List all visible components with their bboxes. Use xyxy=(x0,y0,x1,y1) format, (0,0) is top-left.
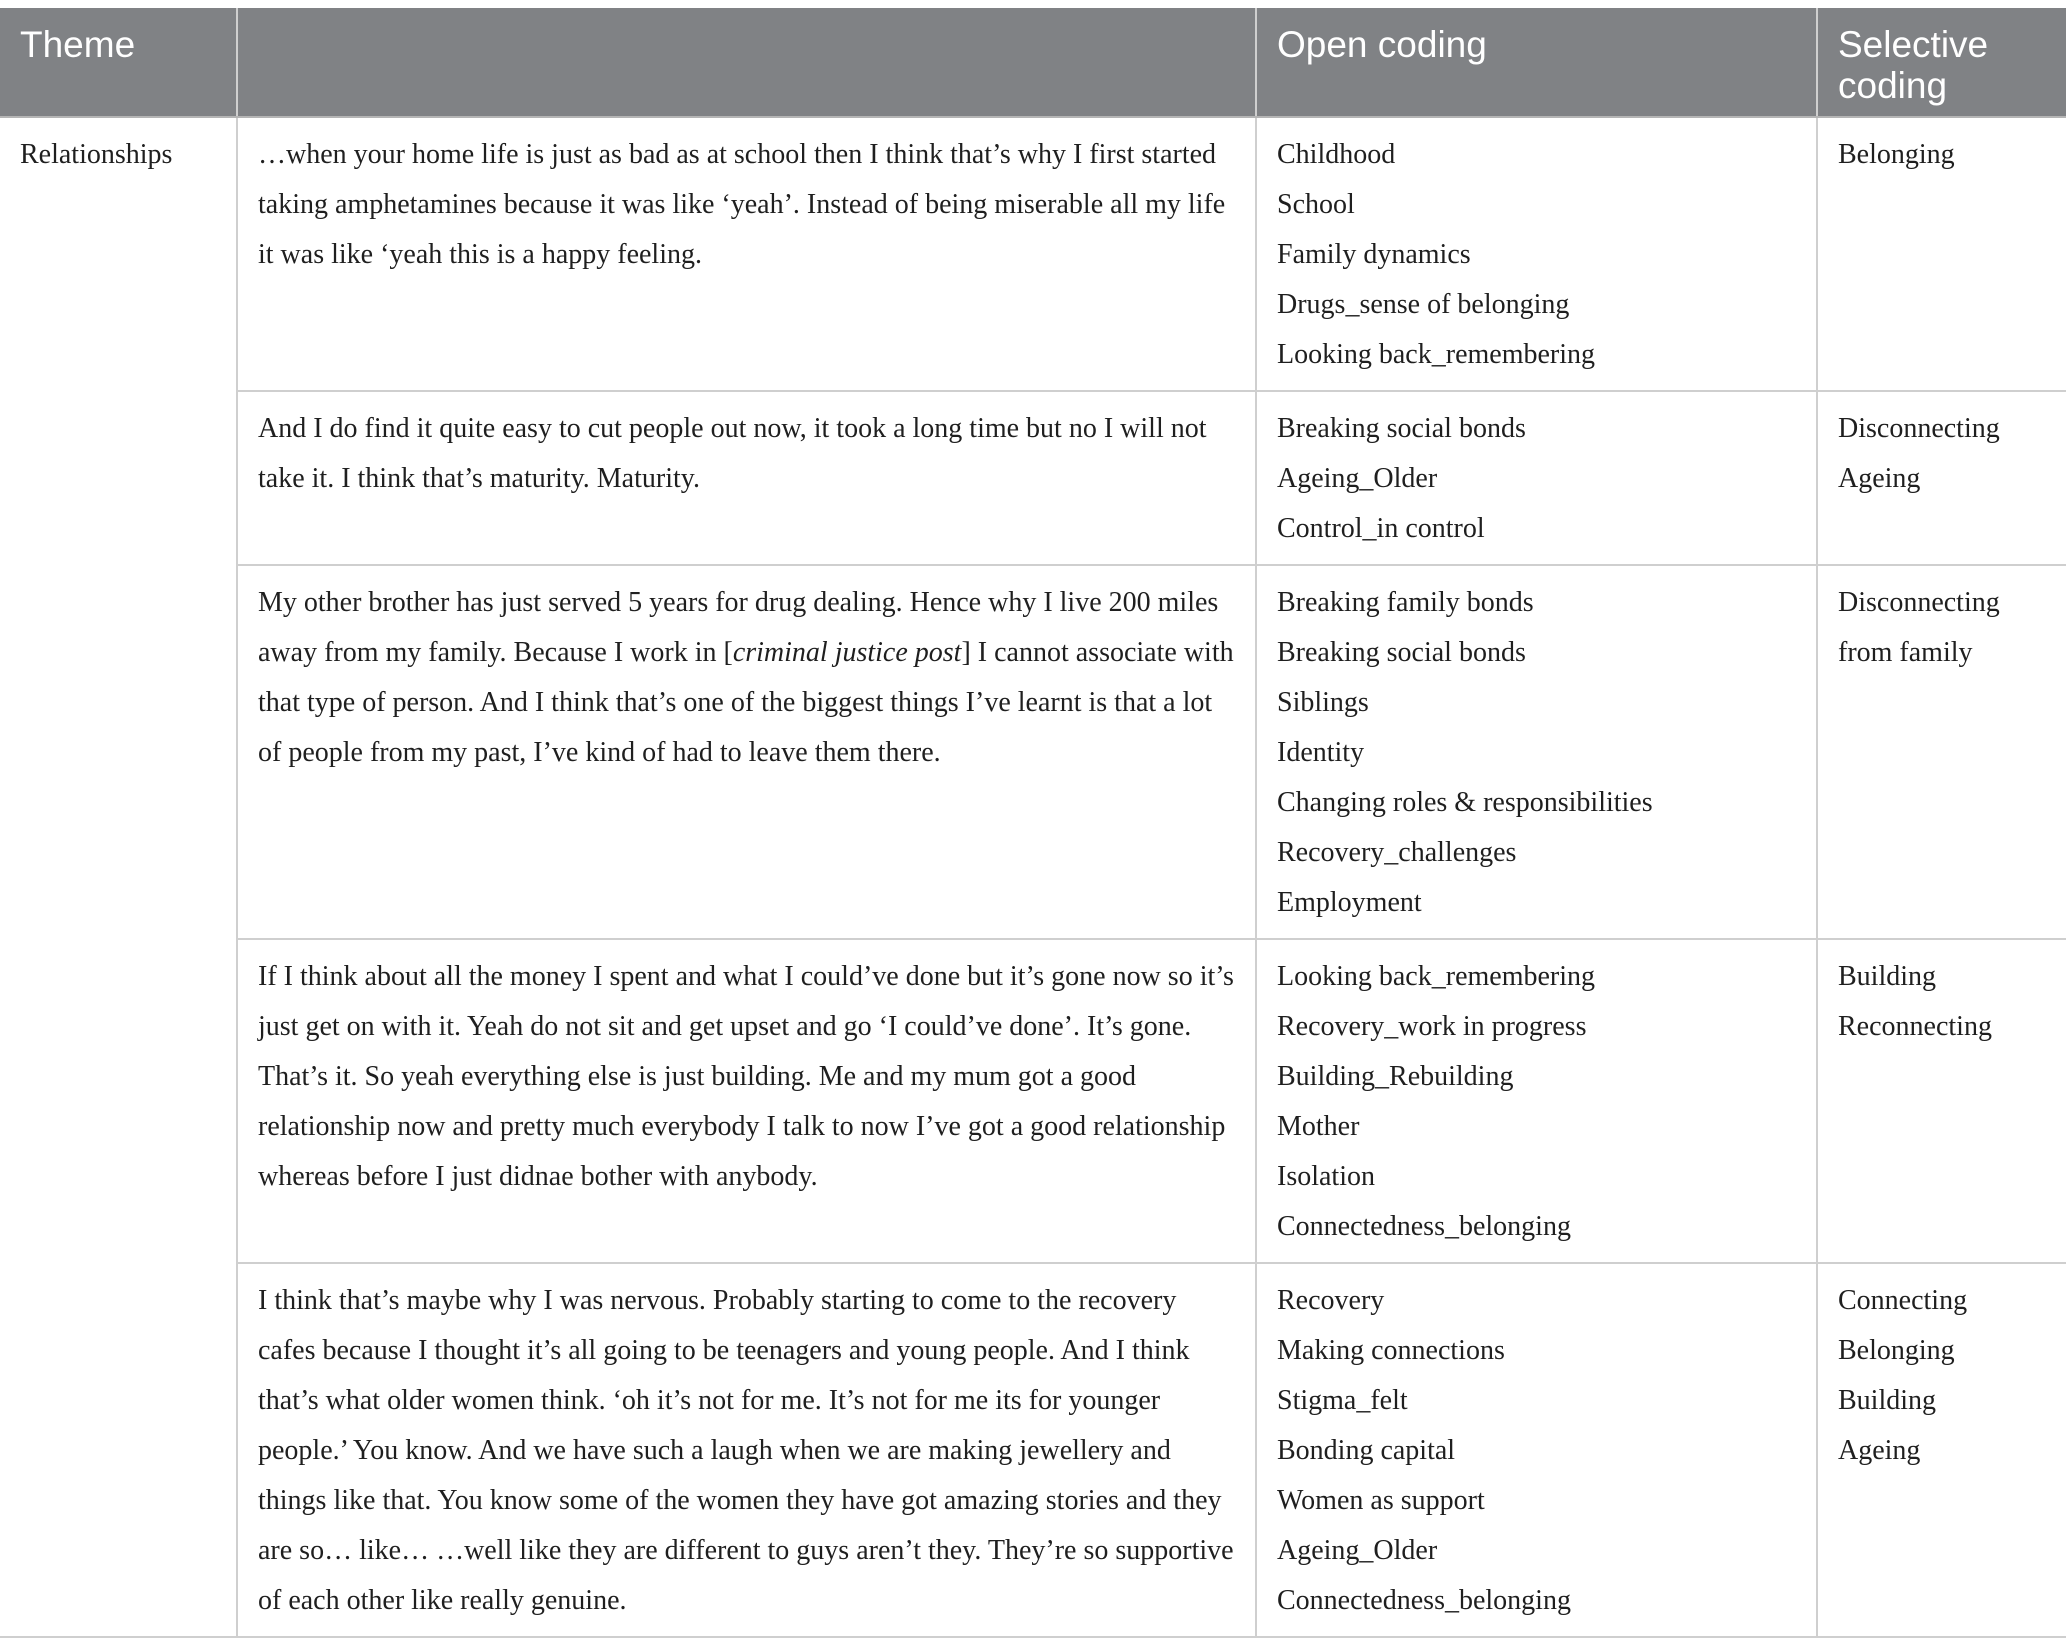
header-quote xyxy=(237,8,1256,117)
open-coding-cell xyxy=(1256,1263,1817,1637)
quote-cell: I think that’s maybe why I was nervous. Probably starting to come to the recovery cafes because I thought it’s all going to be teenagers and young people. And I think that’s what older women think. ‘oh it’s not for me. It’s not for me its for younger people.’ You know. And we have such a laugh when we are making jewellery and things like that. You know some of the women they have got amazing stories and they are so… like… …well like they are different to guys aren’t they. They’re so supportive of each other like really genuine. xyxy=(237,1263,1256,1637)
open-code: Bonding capital xyxy=(1277,1435,1456,1466)
table-header xyxy=(0,8,2066,117)
coding-table xyxy=(0,8,2066,1638)
open-code: Breaking family bonds xyxy=(1277,587,1534,618)
quote-cell: …when your home life is just as bad as at school then I think that’s why I first started taking amphetamines because it was like ‘yeah’. Instead of being miserable all my life it was like ‘yeah this is a happy feeling. xyxy=(237,117,1256,391)
open-code: Looking back_remembering xyxy=(1277,961,1596,992)
quote-italic-text: criminal justice post xyxy=(732,637,962,668)
open-code: Identity xyxy=(1277,737,1365,768)
selective-code: Disconnecting xyxy=(1838,587,2000,618)
open-code: Building_Rebuilding xyxy=(1277,1061,1514,1092)
theme-cell: Relationships xyxy=(0,117,237,1637)
open-code: Stigma_felt xyxy=(1277,1385,1408,1416)
open-code: School xyxy=(1277,189,1355,220)
header-row xyxy=(0,8,2066,117)
table-row xyxy=(0,391,2066,565)
open-code: Ageing_Older xyxy=(1277,463,1438,494)
header-theme: Theme xyxy=(0,8,237,117)
open-code: Recovery_work in progress xyxy=(1277,1011,1587,1042)
open-code: Isolation xyxy=(1277,1161,1375,1192)
selective-code: Ageing xyxy=(1838,1435,1921,1466)
quote-text: ] I cannot associate with that type of person. And I think that’s one of the biggest things I’ve learnt is that a lot of people from my past, I’ve kind of had to leave them there. xyxy=(258,637,1234,768)
table-row xyxy=(0,1263,2066,1637)
quote-cell: And I do find it quite easy to cut people out now, it took a long time but no I will not take it. I think that’s maturity. Maturity. xyxy=(237,391,1256,565)
open-code: Mother xyxy=(1277,1111,1360,1142)
open-code: Childhood xyxy=(1277,139,1396,170)
open-coding-cell xyxy=(1256,565,1817,939)
selective-coding-cell xyxy=(1817,939,2066,1263)
open-code: Connectedness_belonging xyxy=(1277,1585,1571,1616)
open-code: Ageing_Older xyxy=(1277,1535,1438,1566)
open-code: Recovery xyxy=(1277,1285,1385,1316)
open-code: Employment xyxy=(1277,887,1422,918)
header-selective-coding: Selective coding xyxy=(1817,8,2066,117)
open-code: Family dynamics xyxy=(1277,239,1471,270)
selective-coding-cell xyxy=(1817,1263,2066,1637)
selective-code: Building xyxy=(1838,961,1937,992)
open-code: Breaking social bonds xyxy=(1277,413,1526,444)
selective-coding-cell xyxy=(1817,391,2066,565)
open-code: Making connections xyxy=(1277,1335,1505,1366)
selective-code: Reconnecting xyxy=(1838,1011,1992,1042)
open-coding-cell xyxy=(1256,117,1817,391)
selective-coding-cell xyxy=(1817,565,2066,939)
selective-code: Building xyxy=(1838,1385,1937,1416)
selective-code: Belonging xyxy=(1838,1335,1955,1366)
open-code: Changing roles & responsibilities xyxy=(1277,787,1653,818)
table-row xyxy=(0,117,2066,391)
table-body xyxy=(0,117,2066,1637)
open-coding-cell xyxy=(1256,391,1817,565)
table-row xyxy=(0,565,2066,939)
quote-cell xyxy=(237,565,1256,939)
selective-code: Belonging xyxy=(1838,139,1955,170)
selective-code: Disconnecting xyxy=(1838,413,2000,444)
selective-code: Ageing xyxy=(1838,463,1921,494)
table-row xyxy=(0,939,2066,1263)
selective-code: from family xyxy=(1838,637,1973,668)
open-code: Recovery_challenges xyxy=(1277,837,1517,868)
selective-code: Connecting xyxy=(1838,1285,1968,1316)
open-code: Connectedness_belonging xyxy=(1277,1211,1571,1242)
open-code: Siblings xyxy=(1277,687,1369,718)
open-code: Control_in control xyxy=(1277,513,1485,544)
quote-cell: If I think about all the money I spent and what I could’ve done but it’s gone now so it’s just get on with it. Yeah do not sit and get upset and go ‘I could’ve done’. It’s gone. That’s it. So yeah everything else is just building. Me and my mum got a good relationship now and pretty much everybody I talk to now I’ve got a good relationship whereas before I just didnae bother with anybody. xyxy=(237,939,1256,1263)
open-code: Looking back_remembering xyxy=(1277,339,1596,370)
open-coding-cell xyxy=(1256,939,1817,1263)
open-code: Women as support xyxy=(1277,1485,1485,1516)
selective-coding-cell xyxy=(1817,117,2066,391)
open-code: Breaking social bonds xyxy=(1277,637,1526,668)
quote-text: My other brother has just served 5 years for drug dealing. Hence why I live 200 miles away from my family. Because I work in [ xyxy=(258,587,1219,668)
header-open-coding: Open coding xyxy=(1256,8,1817,117)
open-code: Drugs_sense of belonging xyxy=(1277,289,1570,320)
